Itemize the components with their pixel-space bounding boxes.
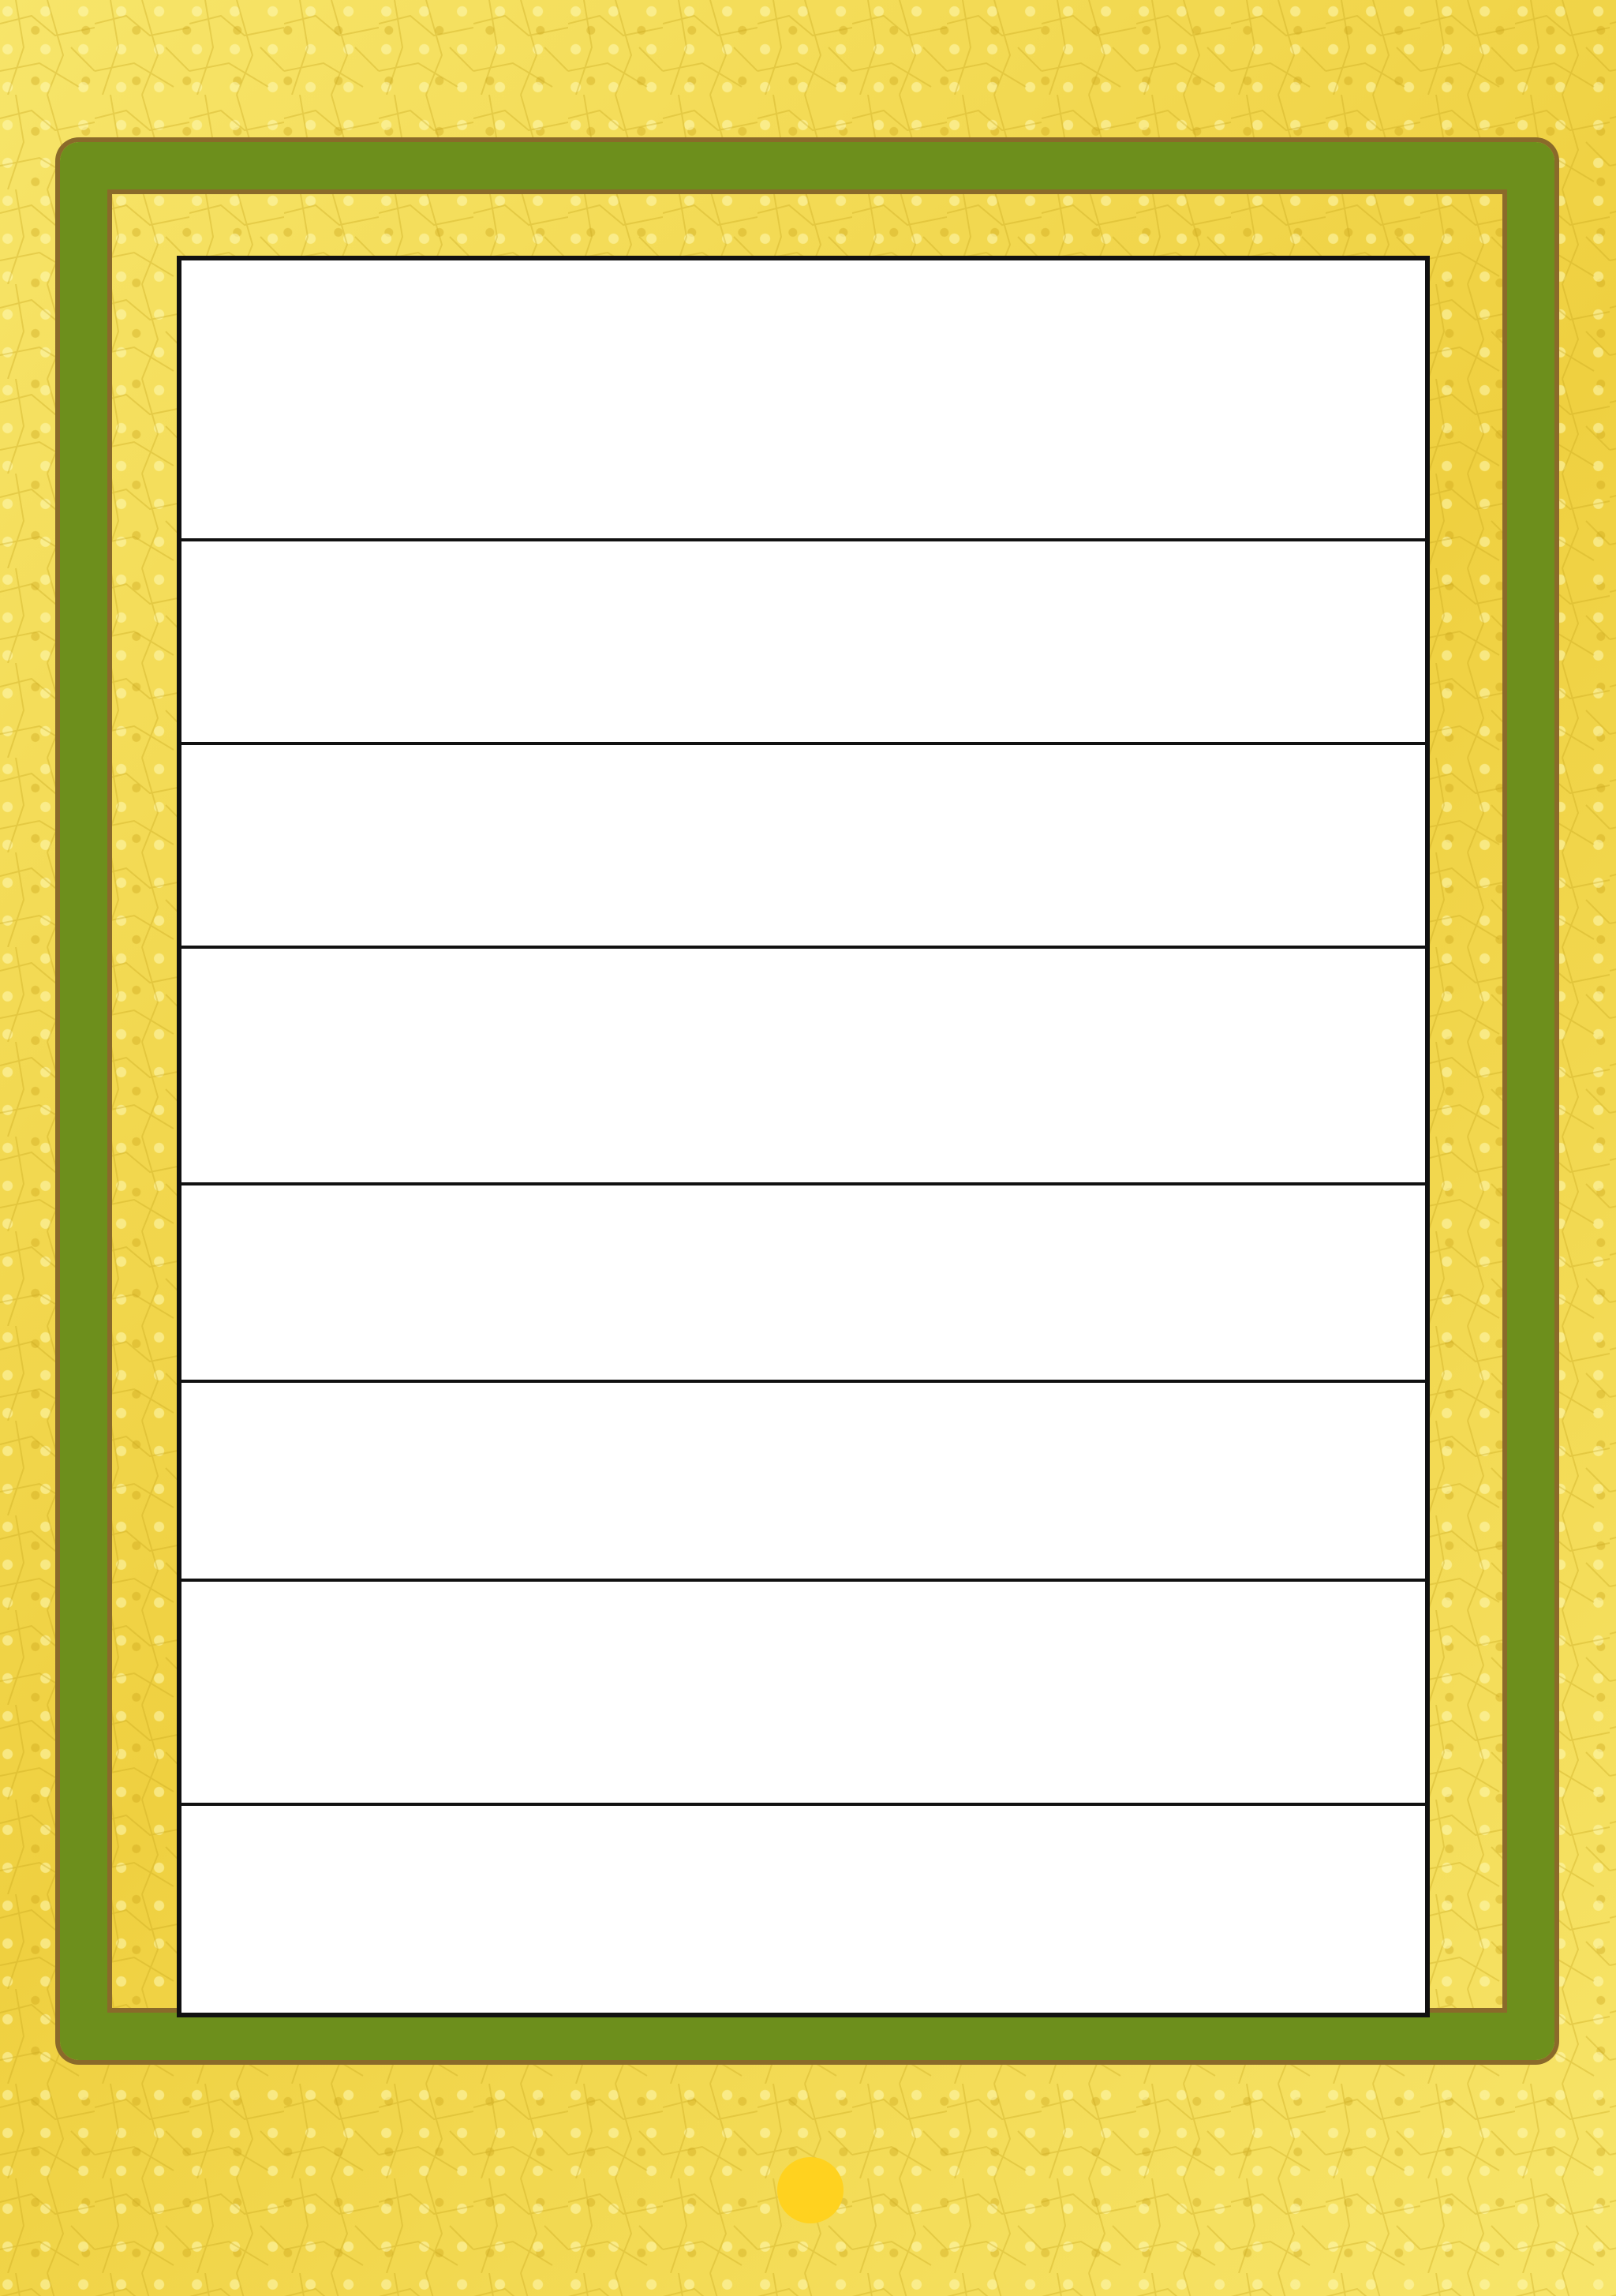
leaf-ornament-top	[60, 142, 1554, 237]
leaf-ornament-right	[1460, 142, 1554, 2060]
page-number-badge	[743, 2123, 877, 2257]
word-row-2	[181, 1582, 1425, 1806]
intro-row	[181, 541, 1425, 745]
word-row-1	[181, 1383, 1425, 1582]
letter-row-3	[181, 1185, 1425, 1383]
title-row	[181, 260, 1425, 541]
letter-row-1	[181, 745, 1425, 949]
word-row-3	[181, 1806, 1425, 2013]
letter-row-2	[181, 949, 1425, 1185]
page-number	[743, 2123, 877, 2257]
lesson-panel	[177, 256, 1430, 2017]
leaf-ornament-left	[60, 142, 155, 2060]
